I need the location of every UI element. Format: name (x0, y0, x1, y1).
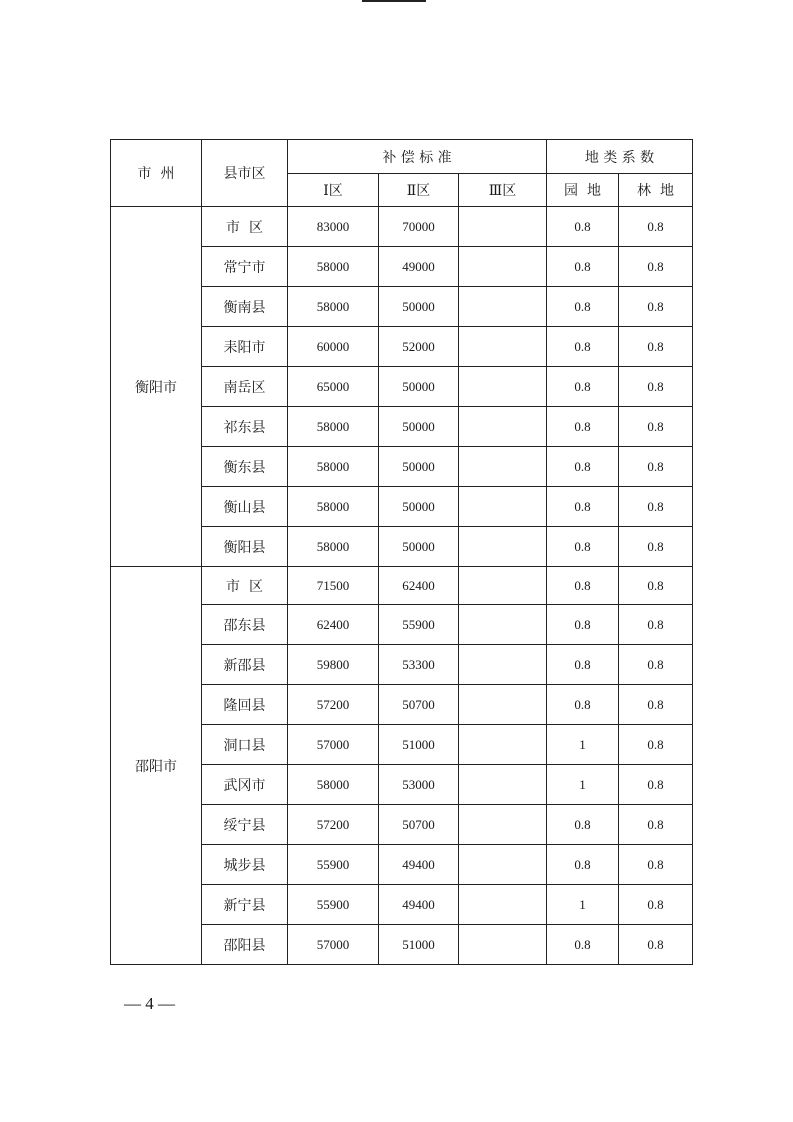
garden-cell: 0.8 (547, 447, 619, 487)
garden-cell: 0.8 (547, 605, 619, 645)
city-cell: 邵阳市 (111, 567, 202, 965)
zone3-cell (459, 685, 547, 725)
zone2-cell: 51000 (379, 725, 459, 765)
forest-cell: 0.8 (619, 925, 693, 965)
zone1-cell: 58000 (288, 287, 379, 327)
header-standard: 补 偿 标 准 (288, 140, 547, 174)
county-cell: 衡南县 (202, 287, 288, 327)
garden-cell: 0.8 (547, 685, 619, 725)
zone2-cell: 53000 (379, 765, 459, 805)
zone3-cell (459, 367, 547, 407)
top-edge-mark (362, 0, 426, 2)
zone1-cell: 58000 (288, 527, 379, 567)
forest-cell: 0.8 (619, 367, 693, 407)
zone1-cell: 55900 (288, 845, 379, 885)
zone1-cell: 57000 (288, 925, 379, 965)
forest-cell: 0.8 (619, 885, 693, 925)
zone2-cell: 53300 (379, 645, 459, 685)
forest-cell: 0.8 (619, 527, 693, 567)
forest-cell: 0.8 (619, 207, 693, 247)
header-coefficient: 地 类 系 数 (547, 140, 693, 174)
forest-cell: 0.8 (619, 487, 693, 527)
county-cell: 耒阳市 (202, 327, 288, 367)
header-zone-1: Ⅰ区 (288, 174, 379, 207)
zone3-cell (459, 645, 547, 685)
zone2-cell: 55900 (379, 605, 459, 645)
county-cell: 邵东县 (202, 605, 288, 645)
county-cell: 市 区 (202, 567, 288, 605)
county-cell: 新邵县 (202, 645, 288, 685)
forest-cell: 0.8 (619, 845, 693, 885)
county-cell: 衡阳县 (202, 527, 288, 567)
zone1-cell: 83000 (288, 207, 379, 247)
garden-cell: 0.8 (547, 567, 619, 605)
county-cell: 祁东县 (202, 407, 288, 447)
zone3-cell (459, 845, 547, 885)
garden-cell: 0.8 (547, 287, 619, 327)
county-cell: 武冈市 (202, 765, 288, 805)
zone3-cell (459, 725, 547, 765)
zone3-cell (459, 487, 547, 527)
forest-cell: 0.8 (619, 605, 693, 645)
zone1-cell: 57200 (288, 685, 379, 725)
zone1-cell: 55900 (288, 885, 379, 925)
zone2-cell: 49000 (379, 247, 459, 287)
county-cell: 常宁市 (202, 247, 288, 287)
zone1-cell: 57200 (288, 805, 379, 845)
city-cell: 衡阳市 (111, 207, 202, 567)
garden-cell: 0.8 (547, 407, 619, 447)
zone3-cell (459, 567, 547, 605)
garden-cell: 0.8 (547, 527, 619, 567)
county-cell: 城步县 (202, 845, 288, 885)
zone3-cell (459, 327, 547, 367)
header-city: 市 州 (111, 140, 202, 207)
county-cell: 洞口县 (202, 725, 288, 765)
zone2-cell: 50700 (379, 685, 459, 725)
zone3-cell (459, 605, 547, 645)
page-number: — 4 — (124, 994, 175, 1013)
table-row (111, 207, 693, 247)
garden-cell: 0.8 (547, 487, 619, 527)
zone2-cell: 49400 (379, 845, 459, 885)
garden-cell: 0.8 (547, 645, 619, 685)
forest-cell: 0.8 (619, 447, 693, 487)
zone1-cell: 58000 (288, 765, 379, 805)
zone3-cell (459, 885, 547, 925)
county-cell: 南岳区 (202, 367, 288, 407)
zone2-cell: 49400 (379, 885, 459, 925)
zone1-cell: 62400 (288, 605, 379, 645)
garden-cell: 0.8 (547, 247, 619, 287)
header-zone-2: Ⅱ区 (379, 174, 459, 207)
garden-cell: 1 (547, 885, 619, 925)
county-cell: 衡东县 (202, 447, 288, 487)
zone1-cell: 58000 (288, 447, 379, 487)
zone1-cell: 59800 (288, 645, 379, 685)
forest-cell: 0.8 (619, 327, 693, 367)
zone2-cell: 50700 (379, 805, 459, 845)
zone2-cell: 50000 (379, 287, 459, 327)
garden-cell: 0.8 (547, 925, 619, 965)
zone1-cell: 71500 (288, 567, 379, 605)
header-forest: 林 地 (619, 174, 693, 207)
forest-cell: 0.8 (619, 407, 693, 447)
zone3-cell (459, 765, 547, 805)
zone1-cell: 58000 (288, 247, 379, 287)
zone1-cell: 57000 (288, 725, 379, 765)
zone3-cell (459, 247, 547, 287)
county-cell: 市 区 (202, 207, 288, 247)
zone3-cell (459, 407, 547, 447)
garden-cell: 0.8 (547, 327, 619, 367)
zone3-cell (459, 207, 547, 247)
zone2-cell: 50000 (379, 487, 459, 527)
forest-cell: 0.8 (619, 725, 693, 765)
garden-cell: 0.8 (547, 805, 619, 845)
forest-cell: 0.8 (619, 645, 693, 685)
zone1-cell: 60000 (288, 327, 379, 367)
garden-cell: 1 (547, 765, 619, 805)
zone2-cell: 50000 (379, 407, 459, 447)
garden-cell: 1 (547, 725, 619, 765)
forest-cell: 0.8 (619, 805, 693, 845)
garden-cell: 0.8 (547, 845, 619, 885)
zone2-cell: 50000 (379, 447, 459, 487)
county-cell: 新宁县 (202, 885, 288, 925)
zone2-cell: 50000 (379, 527, 459, 567)
forest-cell: 0.8 (619, 765, 693, 805)
zone3-cell (459, 287, 547, 327)
forest-cell: 0.8 (619, 567, 693, 605)
zone1-cell: 58000 (288, 487, 379, 527)
county-cell: 隆回县 (202, 685, 288, 725)
zone2-cell: 62400 (379, 567, 459, 605)
forest-cell: 0.8 (619, 247, 693, 287)
header-zone-3: Ⅲ区 (459, 174, 547, 207)
zone2-cell: 51000 (379, 925, 459, 965)
zone2-cell: 50000 (379, 367, 459, 407)
county-cell: 绥宁县 (202, 805, 288, 845)
zone2-cell: 70000 (379, 207, 459, 247)
forest-cell: 0.8 (619, 287, 693, 327)
forest-cell: 0.8 (619, 685, 693, 725)
garden-cell: 0.8 (547, 367, 619, 407)
zone3-cell (459, 527, 547, 567)
county-cell: 衡山县 (202, 487, 288, 527)
zone3-cell (459, 805, 547, 845)
zone2-cell: 52000 (379, 327, 459, 367)
zone3-cell (459, 447, 547, 487)
header-county: 县市区 (202, 140, 288, 207)
garden-cell: 0.8 (547, 207, 619, 247)
compensation-standard-table (110, 139, 693, 965)
zone3-cell (459, 925, 547, 965)
header-garden: 园 地 (547, 174, 619, 207)
zone1-cell: 58000 (288, 407, 379, 447)
table-row (111, 567, 693, 605)
zone1-cell: 65000 (288, 367, 379, 407)
county-cell: 邵阳县 (202, 925, 288, 965)
